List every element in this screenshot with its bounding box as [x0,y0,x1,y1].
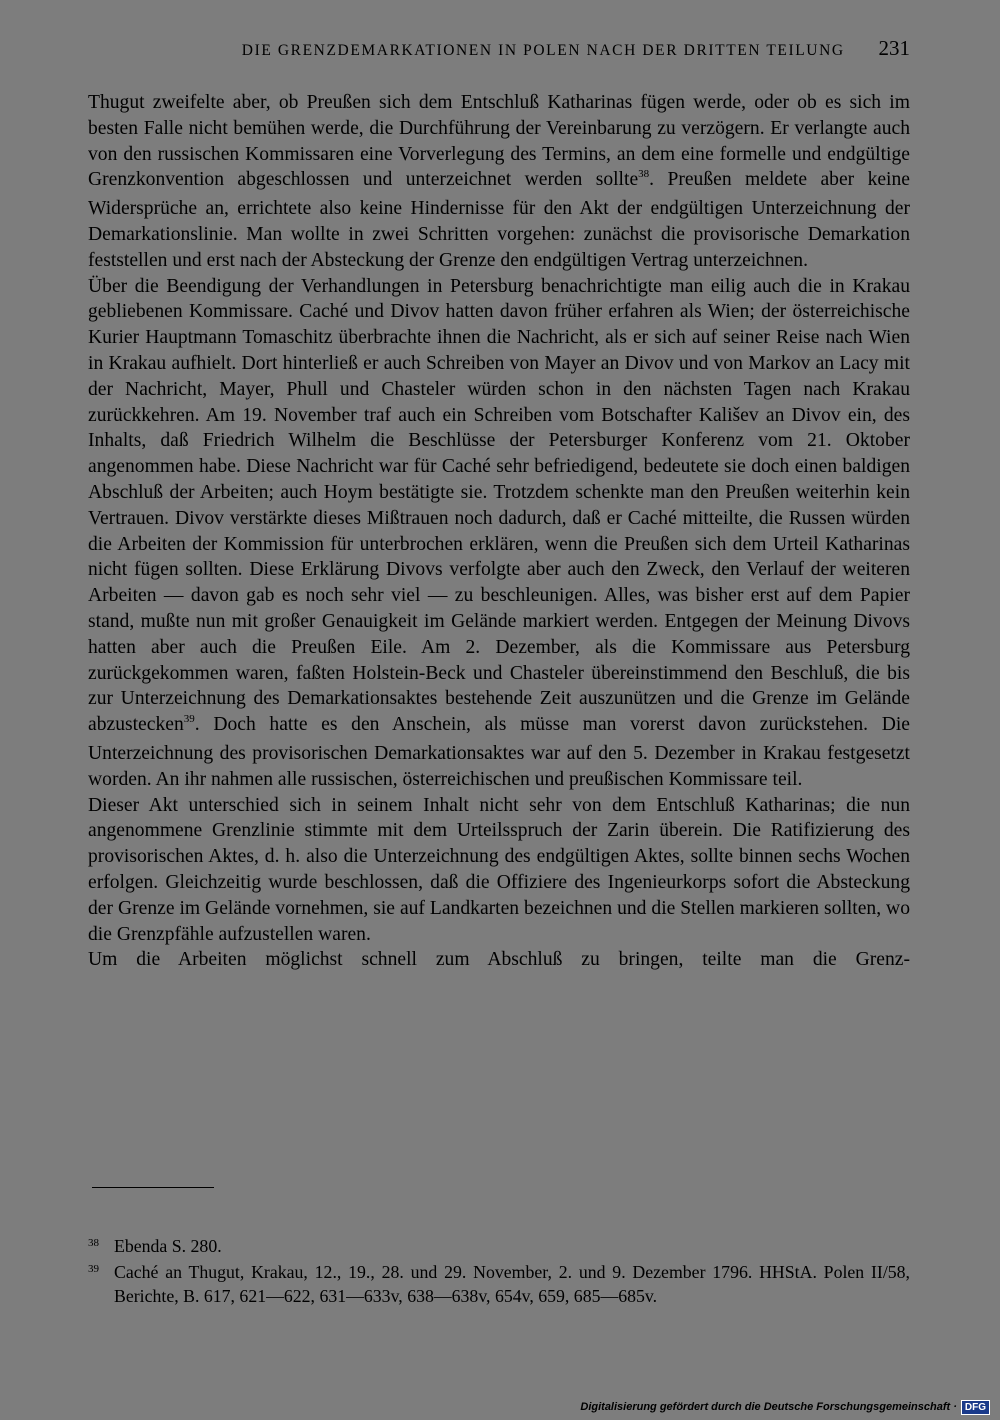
footnote-mark: 38 [88,1237,99,1249]
paragraph-4: Um die Arbeiten möglichst schnell zum Abschluß zu bringen, teilte man die Grenz- [88,949,910,971]
dfg-logo[interactable]: DFG [961,1400,990,1415]
digitization-credit [580,1398,990,1416]
paragraph-3: Dieser Akt unterschied sich in seinem Inhalt nicht sehr von dem Entschluß Katharinas; die nun angenommene Grenzlinie stimmte mit dem Urteilsspruch der Zarin überein. Die Ratifizierung des provisorischen Aktes, d. h. also die Unterzeichnung des endgültigen Aktes, sollte binnen sechs Wochen erfolgen. Gleichzeitig wurde beschlossen, daß die Offiziere des Ingenieurkorps sofort die Absteckung der Grenze im Gelände vornehmen, sie auf Landkarten bezeichnen und die Stellen markieren sollten, wo die Grenzpfähle aufzustellen waren. [88,794,910,945]
footnote-38 [88,1236,910,1261]
footnote-ref-39[interactable]: 39 [183,713,195,726]
body-text [88,90,910,973]
paragraph-1-text: Thugut zweifelte aber, ob Preußen sich dem Entschluß Katharinas fügen werde, oder ob es sich im besten Falle nicht bemühen werde, die Durchführung der Vereinbarung zu verzögern. Er verlangte auch von den russischen Kommissaren eine Vorverlegung des Termins, an dem eine formelle und endgültige Grenzkonvention abgeschlossen und unterzeichnet werden sollte [88,92,910,191]
running-header [88,36,910,66]
footnote-text: Caché an Thugut, Krakau, 12., 19., 28. und 29. November, 2. und 9. Dezember 1796. HHStA. Polen II/58, Berichte, B. 617, 621—622, 631—633v, 638—638v, 654v, 659, 685—685v. [114,1261,910,1307]
footnote-ref-38[interactable]: 38 [638,168,650,181]
footnotes [88,1236,910,1309]
paragraph-2 [88,274,910,793]
footnote-39 [88,1262,910,1308]
credit-text: Digitalisierung gefördert durch die Deutsche Forschungsgemeinschaft · [580,1401,957,1413]
paragraph-2-text: Über die Beendigung der Verhandlungen in Petersburg benachrichtigte man eilig auch die in Krakau gebliebenen Kommissare. Caché und Divov hatten davon früher erfahren als Wien; der österreichische Kurier Hauptmann Tomaschitz überbrachte ihnen die Nachricht, als er sich auf seiner Reise nach Wien in Krakau aufhielt. Dort hinterließ er auch Schreiben von Mayer an Divov und von Markov an Lacy mit der Nachricht, Mayer, Phull und Chasteler würden schon in den nächsten Tagen nach Krakau zurückkehren. Am 19. November traf auch ein Schreiben vom Botschafter Kališev an Divov ein, des Inhalts, daß Friedrich Wilhelm die Beschlüsse der Petersburger Konferenz vom 21. Oktober angenommen habe. Diese Nachricht war für Caché sehr befriedigend, bedeutete sie doch einen baldigen Abschluß der Arbeiten; auch Hoym bestätigte sie. Trotzdem schenkte man den Preußen weiterhin kein Vertrauen. Divov verstärkte dieses Mißtrauen noch dadurch, daß er Caché mitteilte, die Russen würden die Arbeiten der Kommission für unterbrochen erklären, wenn die Preußen sich dem Urteil Katharinas nicht fügen sollten. Diese Erklärung Divovs verfolgte aber auch den Zweck, den Verlauf der weiteren Arbeiten — davon gab es noch sehr viel — zu beschleunigen. Alles, was bisher erst auf dem Papier stand, mußte nun mit großer Genauigkeit im Gelände markiert werden. Entgegen der Meinung Divovs hatten aber auch die Preußen Eile. Am 2. Dezember, als die Kommissare aus Petersburg zurückgekommen waren, faßten Holstein-Beck und Chasteler übereinstimmend den Beschluß, die bis zur Unterzeichnung des Demarkationsaktes bestehende Zeit auszunützen und die Grenze im Gelände abzustecken [88,275,910,736]
footnote-text: Ebenda S. 280. [114,1236,222,1256]
footnote-separator [92,1187,214,1188]
paragraph-2-tail: . Doch hatte es den Anschein, als müsse man vorerst davon zurückstehen. Die Unterzeichnung des provisorischen Demarkationsaktes war auf den 5. Dezember in Krakau festgesetzt worden. An ihr nahmen alle russischen, österreichischen und preußischen Kommissare teil. [88,714,910,790]
page-number: 231 [878,36,910,60]
running-title: DIE GRENZDEMARKATIONEN IN POLEN NACH DER DRITTEN TEILUNG [241,42,845,59]
footnote-mark: 39 [88,1262,99,1275]
paragraph-1-tail: . Preußen meldete aber keine Widersprüche an, errichtete also keine Hindernisse für den Akt der endgültigen Unterzeichnung der Demarkationslinie. Man wollte in zwei Schritten vorgehen: zunächst die provisorische Demarkation feststellen und erst nach der Absteckung der Grenze den endgültigen Vertrag unterzeichnen. [88,169,910,271]
paragraph-1 [88,90,910,274]
